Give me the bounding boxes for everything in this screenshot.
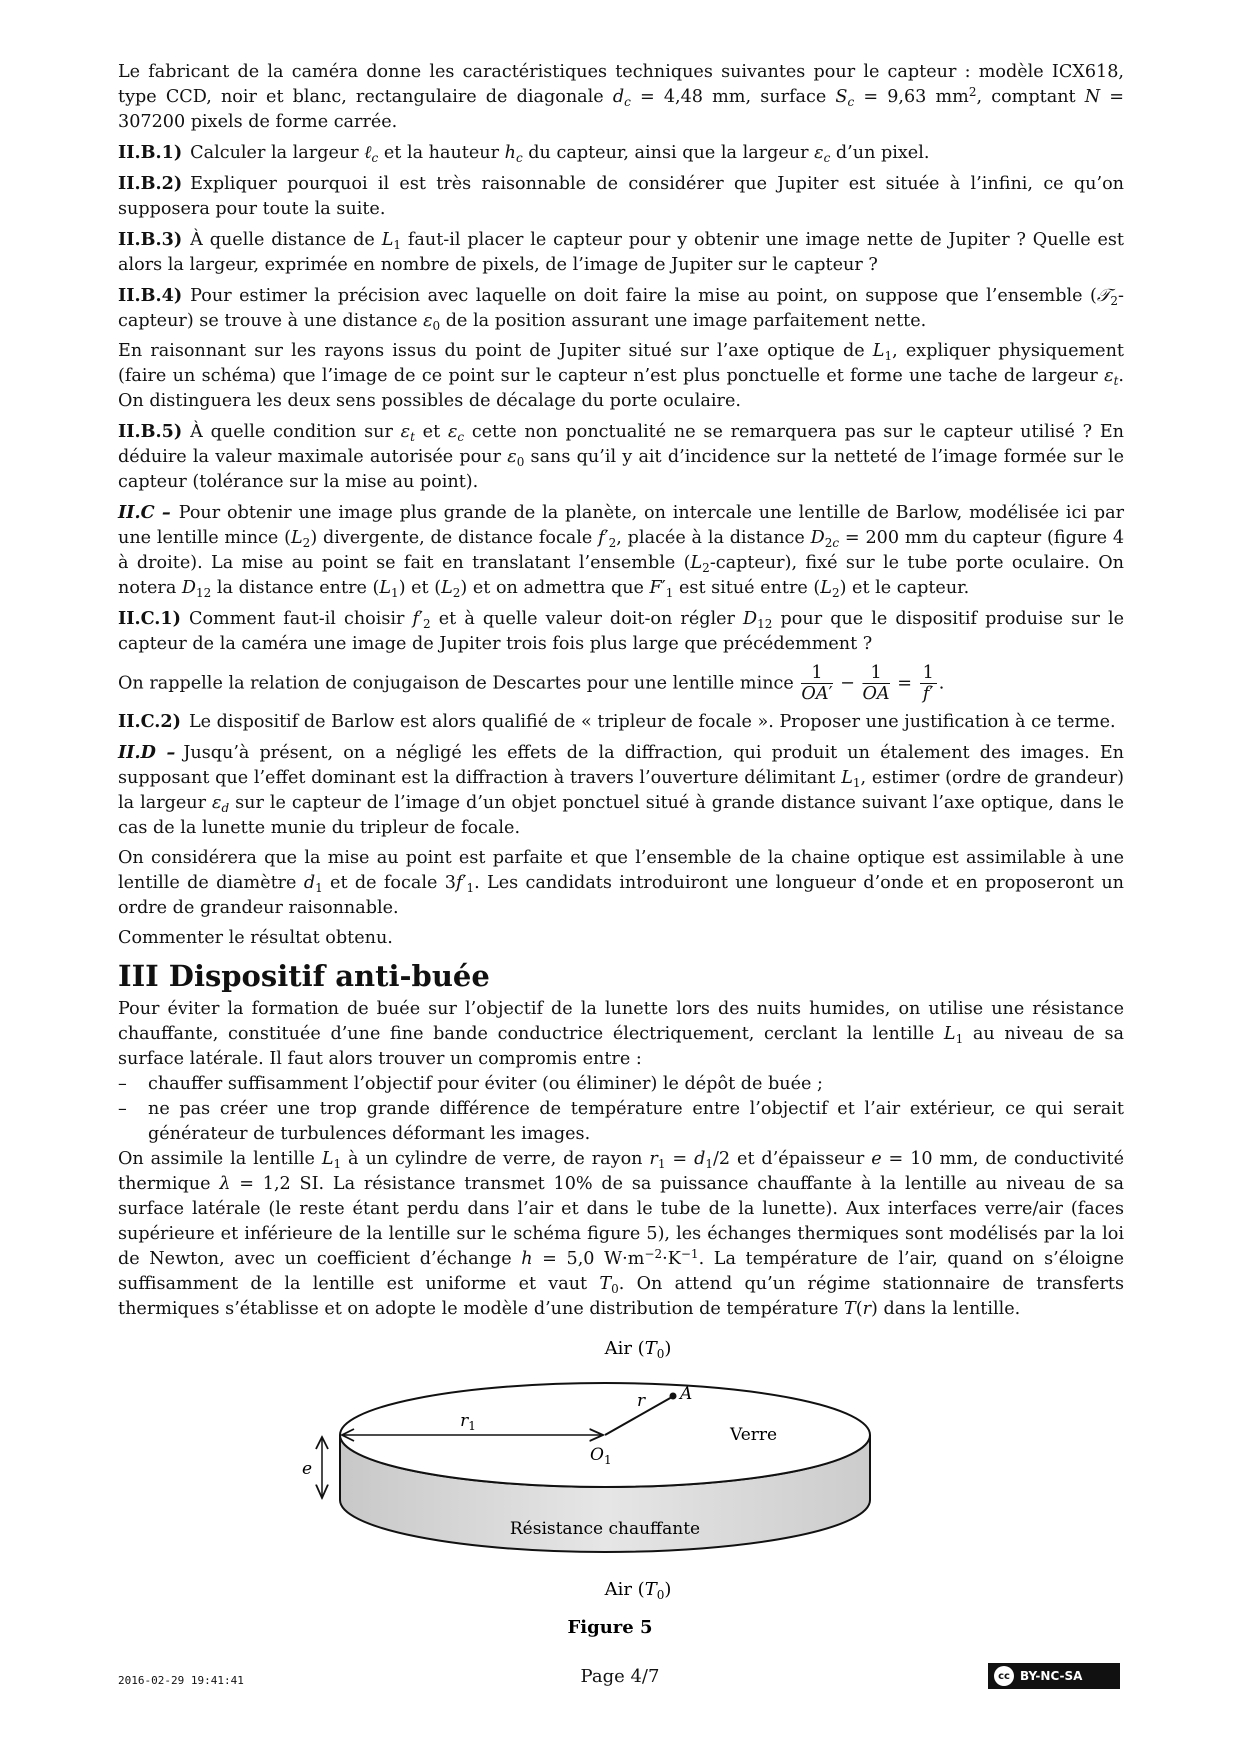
A-label: A <box>680 1384 693 1404</box>
license-badge <box>988 1663 1120 1689</box>
section-IID: II.D – Jusqu’à présent, on a négligé les effets de la diffraction, qui produit un étalement des images. En supposant que l’effet dominant est la diffraction à travers l’ouverture délimitant $L_1$, estimer (ordre de grandeur) la largeur $\varepsilon_d$ sur le capteur de l’image d’un objet ponctuel situé à grande distance suivant l’axe optique, dans le cas de la lunette munie du tripleur de focale. <box>118 742 1124 838</box>
question-IIB4-continued: En raisonnant sur les rayons issus du point de Jupiter situé sur l’axe optique de $L_1$, expliquer physiquement (faire un schéma) que l’image de ce point sur le capteur n’est plus ponctuelle et forme une tache de largeur $\varepsilon_t$. On distinguera les deux sens possibles de décalage du porte oculaire. <box>118 341 1124 411</box>
question-IIB5: II.B.5) À quelle condition sur $\varepsilon_t$ et $\varepsilon_c$ cette non ponctualité ne se remarquera pas sur le capteur utilisé ? En déduire la valeur maximale autorisée pour $\varepsilon_0$ sans qu’il y ait d’incidence sur la netteté de l’image formée sur le capteur (tolérance sur la mise au point). <box>118 421 1124 492</box>
footer-date: 2016-02-29 19:41:41 <box>118 1674 244 1687</box>
page-content <box>118 60 1124 1327</box>
page-number: Page 4/7 <box>580 1666 660 1687</box>
figure-5-diagram <box>300 1330 950 1670</box>
air-top-label: Air $(T_0)$ <box>604 1338 672 1361</box>
air-bottom-label: Air $(T_0)$ <box>604 1579 672 1602</box>
O1-label: $O_1$ <box>590 1445 612 1467</box>
fraction-2: $\frac{1}{OA}$ <box>862 663 890 704</box>
figure-caption: Figure 5 <box>567 1617 653 1638</box>
bullet-2: – ne pas créer une trop grande différence de température entre l’objectif et l’air extérieur, ce qui serait générateur de turbulences déformant les images. <box>118 1097 1124 1147</box>
fraction-1: $\frac{1}{OA'}$ <box>801 663 833 704</box>
section-IID-paragraph-3: Commenter le résultat obtenu. <box>118 928 393 948</box>
section-IIC: II.C – Pour obtenir une image plus grande de la planète, on intercale une lentille de Barlow, modélisée ici par une lentille mince $(L_2)$ divergente, de distance focale $f'_2$, placée à la distance $D_{2c} = 200$ mm du capteur (figure 4 à droite). La mise au point se fait en translatant l’ensemble $(L_2-capteur)$, fixé sur le tube porte oculaire. On notera $D_{12}$ la distance entre $(L_1)$ et $(L_2)$ et on admettra que $F'_1$ est situé entre $(L_2)$ et le capteur. <box>118 502 1125 600</box>
question-IIB3: II.B.3) À quelle distance de $L_1$ faut-il placer le capteur pour y obtenir une image nette de Jupiter ? Quelle est alors la largeur, exprimée en nombre de pixels, de l’image de Jupiter sur le capteur ? <box>118 229 1124 275</box>
section-IID-paragraph-2: On considérera que la mise au point est parfaite et que l’ensemble de la chaine optique est assimilable à une lentille de diamètre $d_1$ et de focale $3f'_1$. Les candidats introduiront une longueur d’onde et en proposeront un ordre de grandeur raisonnable. <box>118 848 1124 918</box>
resistance-label: Résistance chauffante <box>509 1519 701 1539</box>
intro-paragraph: Le fabricant de la caméra donne les caractéristiques techniques suivantes pour le capteur : modèle ICX618, type CCD, noir et blanc, rectangulaire de diagonale $d_c = 4,48$ mm, surface $S_c = 9,63$ $mm^2$, comptant N = 307200 pixels de forme carrée. <box>118 62 1125 132</box>
section-III-paragraph-2: On assimile la lentille $L_1$ à un cylindre de verre, de rayon $r_1 = d_1/2$ et d’épaisseur e = 10 mm, de conductivité thermique λ = 1,2 SI. La résistance transmet 10% de sa puissance chauffante à la lentille au niveau de sa surface latérale (le reste étant perdu dans l’air et dans le tube de la lunette). Aux interfaces verre/air (faces supérieure et inférieure de la lentille sur le schéma figure 5), les échanges thermiques sont modélisés par la loi de Newton, avec un coefficient d’échange h = 5,0 $W\cdot m^{-2}\cdot K^{-1}$. La température de l’air, quand on s’éloigne suffisamment de la lentille est uniforme et vaut $T_0$. On attend qu’un régime stationnaire de transferts thermiques s’établisse et on adopte le modèle d’une distribution de température T(r) dans la lentille. <box>118 1149 1125 1319</box>
r-label: r <box>637 1391 646 1411</box>
question-IIB1: II.B.1) Calculer la largeur ℓ$_c$ et la hauteur $h_c$ du capteur, ainsi que la largeur $\varepsilon_c$ d’un pixel. <box>118 142 930 165</box>
bullet-1: – chauffer suffisamment l’objectif pour éviter (ou éliminer) le dépôt de buée ; <box>118 1072 1124 1097</box>
section-III-paragraph-1: Pour éviter la formation de buée sur l’objectif de la lunette lors des nuits humides, on utilise une résistance chauffante, constituée d’une fine bande conductrice électriquement, cerclant la lentille $L_1$ au niveau de sa surface latérale. Il faut alors trouver un compromis entre : <box>118 999 1124 1069</box>
question-IIB4: II.B.4) Pour estimer la précision avec laquelle on doit faire la mise au point, on suppose que l’ensemble (𝒯$_2$-capteur) se trouve à une distance $\varepsilon_0$ de la position assurant une image parfaitement nette. <box>118 285 1124 333</box>
verre-label: Verre <box>730 1425 778 1445</box>
question-IIB2: II.B.2) Expliquer pourquoi il est très raisonnable de considérer que Jupiter est située à l’infini, ce qu’on supposera pour toute la suite. <box>118 173 1124 219</box>
e-label: e <box>302 1459 313 1479</box>
fraction-3: $\frac{1}{f'}$ <box>920 663 937 704</box>
section-III-title: III Dispositif anti-buée <box>118 959 490 993</box>
point-A <box>670 1393 677 1400</box>
cc-icon: cc <box>994 1666 1014 1686</box>
question-IIC2: II.C.2) Le dispositif de Barlow est alors qualifié de « tripleur de focale ». Proposer une justification à ce terme. <box>118 711 1116 732</box>
r1-label: $r_1$ <box>460 1411 476 1433</box>
license-label: BY-NC-SA <box>1020 1669 1083 1683</box>
question-IIC1: II.C.1) Comment faut-il choisir $f'_2$ et à quelle valeur doit-on régler $D_{12}$ pour que le dispositif produise sur le capteur de la caméra une image de Jupiter trois fois plus large que précédemment ? <box>118 608 1124 654</box>
descartes-relation: On rappelle la relation de conjugaison de Descartes pour une lentille mince $\frac{1}{OA'}$ − $\frac{1}{OA}$ = $\frac{1}{f'}$ . <box>118 663 945 704</box>
